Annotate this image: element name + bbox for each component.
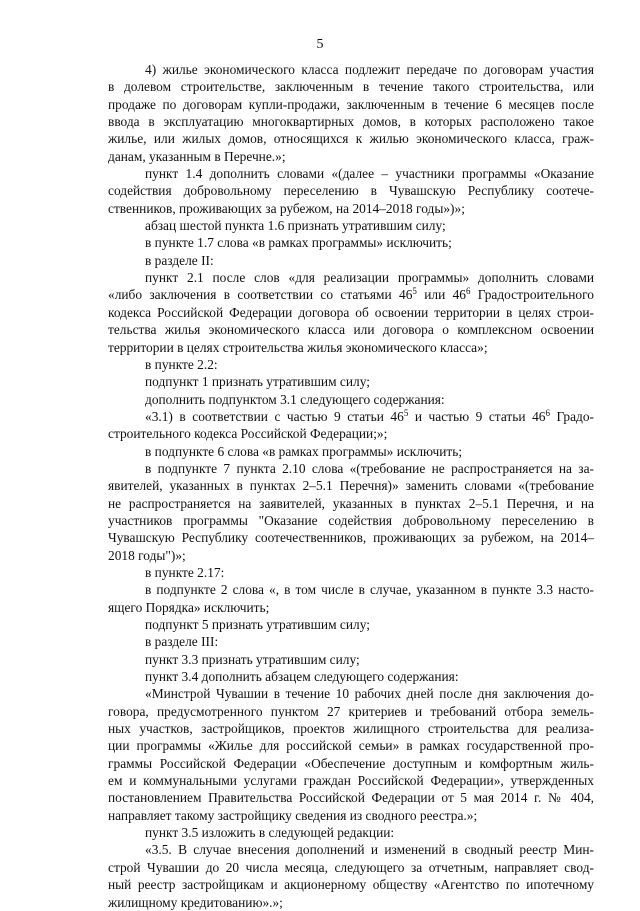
paragraph-point-3-4 — [108, 668, 594, 685]
superscript: 6 — [465, 286, 471, 297]
paragraph-subpoint-2 — [108, 581, 594, 616]
paragraph-section-3 — [108, 633, 594, 650]
text-line: пункт 2.1 после слов «для реализации программы» дополнить словами — [145, 270, 594, 286]
paragraph-point-2-2 — [108, 356, 594, 373]
paragraph-item-4 — [108, 61, 594, 165]
text-line: тельства жилья экономического класса или договора о комплексном освоении — [108, 322, 594, 338]
text-line: в пункте 2.17: — [145, 564, 225, 580]
text-line: строй Чувашии до 20 числа месяца, следующего за отчетным, направляет свод- — [108, 859, 594, 875]
paragraph-point-1-6 — [108, 217, 594, 234]
text-line: в долевом строительстве, заключенным в течение такого строительства, или — [108, 79, 594, 95]
paragraph-point-2-1 — [108, 269, 594, 356]
text-line: территории в целях строительства жилья экономического класса»; — [108, 339, 488, 355]
text-line: жилье, или жилых домов, относящихся к жилью экономического класса, граж- — [108, 131, 594, 147]
text-line: содействия добровольному переселению в Чувашскую Республику соотече- — [108, 183, 594, 199]
text-segment: и частью 9 статьи 46 — [408, 408, 546, 424]
text-line: ции программы «Жилье для российской семьи» в рамках государственной про- — [108, 738, 594, 754]
text-line: в подпункте 7 пункта 2.10 слова «(требование не распространяется на за- — [145, 460, 594, 476]
text-line: пункт 1.4 дополнить словами «(далее – участники программы «Оказание — [145, 166, 594, 182]
text-line: «Минстрой Чувашии в течение 10 рабочих дней после дня заключения до- — [145, 686, 594, 702]
text-line: в пункте 1.7 слова «в рамках программы» исключить; — [145, 235, 452, 251]
paragraph-point-3-5-text — [108, 841, 594, 910]
text-line: жилищному кредитованию».»; — [108, 894, 283, 910]
text-line-with-superscripts — [108, 408, 594, 425]
paragraph-subpoint-5 — [108, 616, 594, 633]
text-line-with-superscripts — [108, 286, 594, 303]
text-line: 4) жилье экономического класса подлежит передаче по договорам участия — [145, 62, 594, 77]
text-line: граммы Российской Федерации «Обеспечение доступным и комфортным жиль- — [108, 755, 594, 771]
text-line: данам, указанным в Перечне.»; — [108, 148, 286, 164]
text-line: ственников, проживающих за рубежом, на 2014–2018 годы»)»; — [108, 200, 465, 216]
text-line: подпункт 5 признать утратившим силу; — [145, 617, 370, 632]
text-line: Чувашскую Республику соотечественников, проживающих за рубежом, на 2014– — [108, 530, 594, 546]
text-line: в разделе III: — [145, 634, 219, 650]
text-line: пункт 3.3 признать утратившим силу; — [145, 651, 360, 667]
text-line: в подпункте 2 слова «, в том числе в случае, указанном в пункте 3.3 насто- — [145, 582, 594, 598]
superscript: 6 — [545, 407, 550, 418]
text-line: не распространяется на заявителей, указанных в пунктах 2–5.1 Перечня, и на — [108, 495, 594, 511]
text-line: пункт 3.5 изложить в следующей редакции: — [145, 825, 395, 841]
text-line: ввода в эксплуатацию многоквартирных домов, в которых расположено такое — [108, 114, 594, 130]
text-line: направляет такому застройщику сведения из сводного реестра.»; — [108, 807, 478, 823]
text-line: ем и коммунальными услугами граждан Российской Федерации», утвержденных — [108, 773, 594, 789]
paragraph-add-subpoint-3-1 — [108, 391, 594, 408]
text-segment: «3.1) в соответствии с частью 9 статьи 46 — [145, 408, 404, 424]
text-segment: Градостроительного — [470, 287, 594, 303]
text-line: «3.5. В случае внесения дополнений и изменений в сводный реестр Мин- — [145, 842, 594, 858]
text-line: говора, предусмотренного пунктом 27 критериев и требований отбора земель- — [108, 703, 594, 719]
paragraph-point-1-7 — [108, 234, 594, 251]
paragraph-point-3-3 — [108, 651, 594, 668]
paragraph-point-2-17 — [108, 564, 594, 581]
text-segment: или 46 — [416, 287, 466, 303]
text-line: явителей, указанных в пунктах 2–5.1 Перечня)» заменить словами «(требование — [108, 478, 594, 494]
text-line: постановлением Правительства Российской Федерации от 5 мая 2014 г. № 404, — [108, 790, 594, 806]
text-line: 2018 годы")»; — [108, 547, 186, 563]
text-segment: «либо заключения в соответствии со статьями 46 — [108, 287, 413, 303]
text-line: ных участков, застройщиков, проектов жилищного строительства для реализа- — [108, 721, 594, 737]
text-line: пункт 3.4 дополнить абзацем следующего содержания: — [145, 669, 459, 685]
text-line: ящего Порядка» исключить; — [108, 599, 270, 615]
paragraph-subpoint-6 — [108, 443, 594, 460]
text-line: продаже по договорам купли-продажи, заключенным в течение 6 месяцев после — [108, 96, 594, 112]
superscript: 5 — [412, 286, 417, 297]
paragraph-section-2 — [108, 252, 594, 269]
text-line: в подпункте 6 слова «в рамках программы» исключить; — [145, 443, 463, 459]
superscript: 5 — [403, 407, 409, 418]
text-line: участников программы "Оказание содействия добровольному переселению в — [108, 512, 594, 528]
paragraph-subpoint-3-1-text — [108, 408, 594, 443]
text-line: строительного кодекса Российской Федерации;»; — [108, 426, 388, 442]
paragraph-minstroy-quote — [108, 685, 594, 824]
paragraph-subpoint-1 — [108, 373, 594, 390]
paragraph-point-3-5 — [108, 824, 594, 841]
text-line: в пункте 2.2: — [145, 356, 218, 372]
text-line: подпункт 1 признать утратившим силу; — [145, 374, 370, 390]
text-segment: Градо- — [549, 408, 594, 424]
text-line: в разделе II: — [145, 252, 214, 268]
text-line: абзац шестой пункта 1.6 признать утратившим силу; — [145, 218, 446, 234]
paragraph-point-2-10 — [108, 460, 594, 564]
document-body — [108, 61, 594, 911]
text-line: ный реестр застройщикам и акционерному обществу «Агентство по ипотечному — [108, 877, 594, 893]
text-line: дополнить подпунктом 3.1 следующего содержания: — [145, 391, 445, 407]
paragraph-point-1-4 — [108, 165, 594, 217]
page-number: 5 — [316, 37, 324, 52]
text-line: кодекса Российской Федерации договора об освоении территории в целях строи- — [108, 304, 594, 320]
